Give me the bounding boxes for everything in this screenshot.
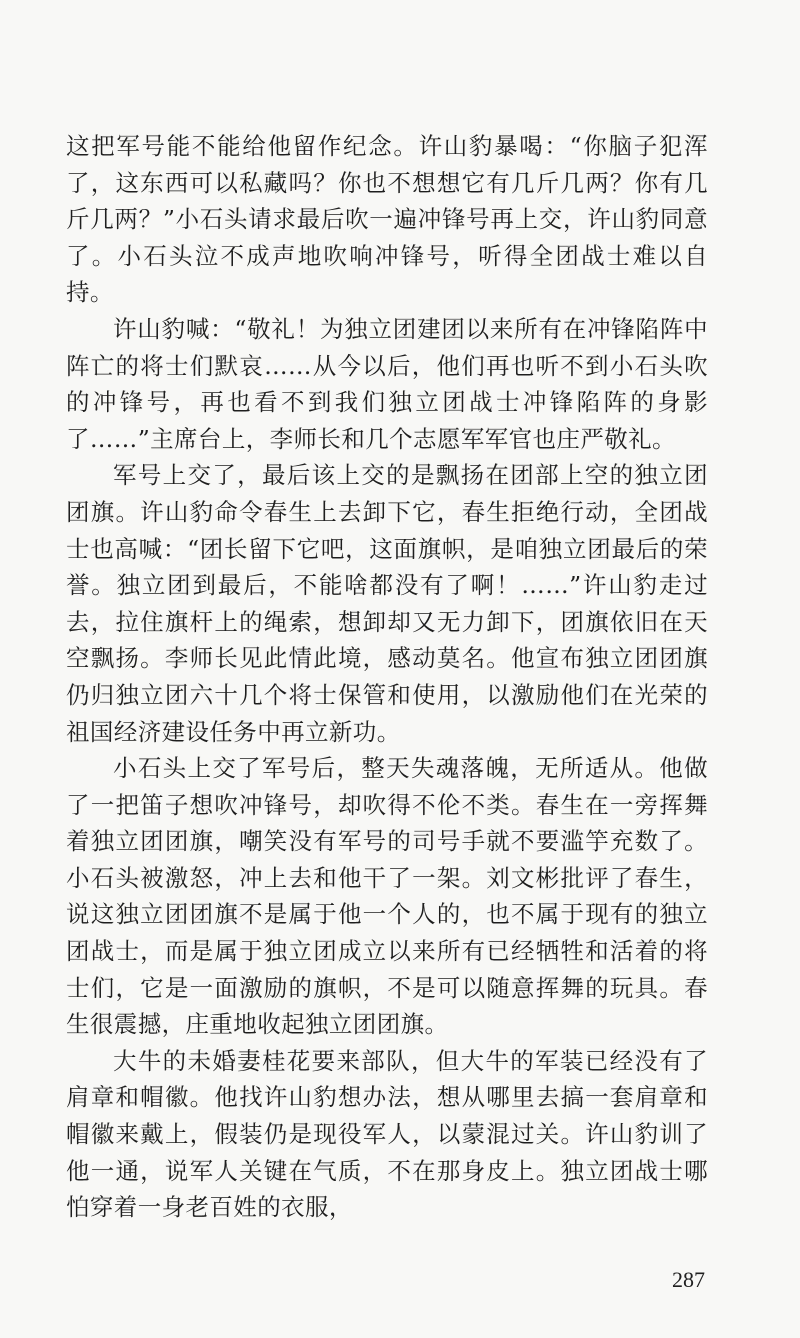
paragraph: 许山豹喊：“敬礼！为独立团建团以来所有在冲锋陷阵中阵亡的将士们默哀……从今以后，他们再也听不到小石头吹的冲锋号，再也看不到我们独立团战士冲锋陷阵的身影了……”主席台上，李师长和几个志愿军军官也庄严敬礼。 (66, 314, 708, 453)
body-text (66, 128, 708, 1226)
paragraph: 大牛的未婚妻桂花要来部队，但大牛的军装已经没有了肩章和帽徽。他找许山豹想办法，想从哪里去搞一套肩章和帽徽来戴上，假装仍是现役军人，以蒙混过关。许山豹训了他一通，说军人关键在气质，不在那身皮上。独立团战士哪怕穿着一身老百姓的衣服， (66, 1046, 708, 1222)
paragraph: 军号上交了，最后该上交的是飘扬在团部上空的独立团团旗。许山豹命令春生上去卸下它，春生拒绝行动，全团战士也高喊：“团长留下它吧，这面旗帜，是咱独立团最后的荣誉。独立团到最后，不能啥都没有了啊！……”许山豹走过去，拉住旗杆上的绳索，想卸却又无力卸下，团旗依旧在天空飘扬。李师长见此情此境，感动莫名。他宣布独立团团旗仍归独立团六十几个将士保管和使用，以激励他们在光荣的祖国经济建设任务中再立新功。 (66, 461, 708, 746)
paragraph: 小石头上交了军号后，整天失魂落魄，无所适从。他做了一把笛子想吹冲锋号，却吹得不伦不类。春生在一旁挥舞着独立团团旗，嘲笑没有军号的司号手就不要滥竽充数了。小石头被激怒，冲上去和他干了一架。刘文彬批评了春生，说这独立团团旗不是属于他一个人的，也不属于现有的独立团战士，而是属于独立团成立以来所有已经牺牲和活着的将士们，它是一面激励的旗帜，不是可以随意挥舞的玩具。春生很震撼，庄重地收起独立团团旗。 (66, 754, 708, 1039)
page-number: 287 (672, 1267, 705, 1292)
paragraph-continued: 这把军号能不能给他留作纪念。许山豹暴喝：“你脑子犯浑了，这东西可以私藏吗？你也不想想它有几斤几两？你有几斤几两？”小石头请求最后吹一遍冲锋号再上交，许山豹同意了。小石头泣不成声地吹响冲锋号，听得全团战士难以自持。 (66, 132, 708, 307)
